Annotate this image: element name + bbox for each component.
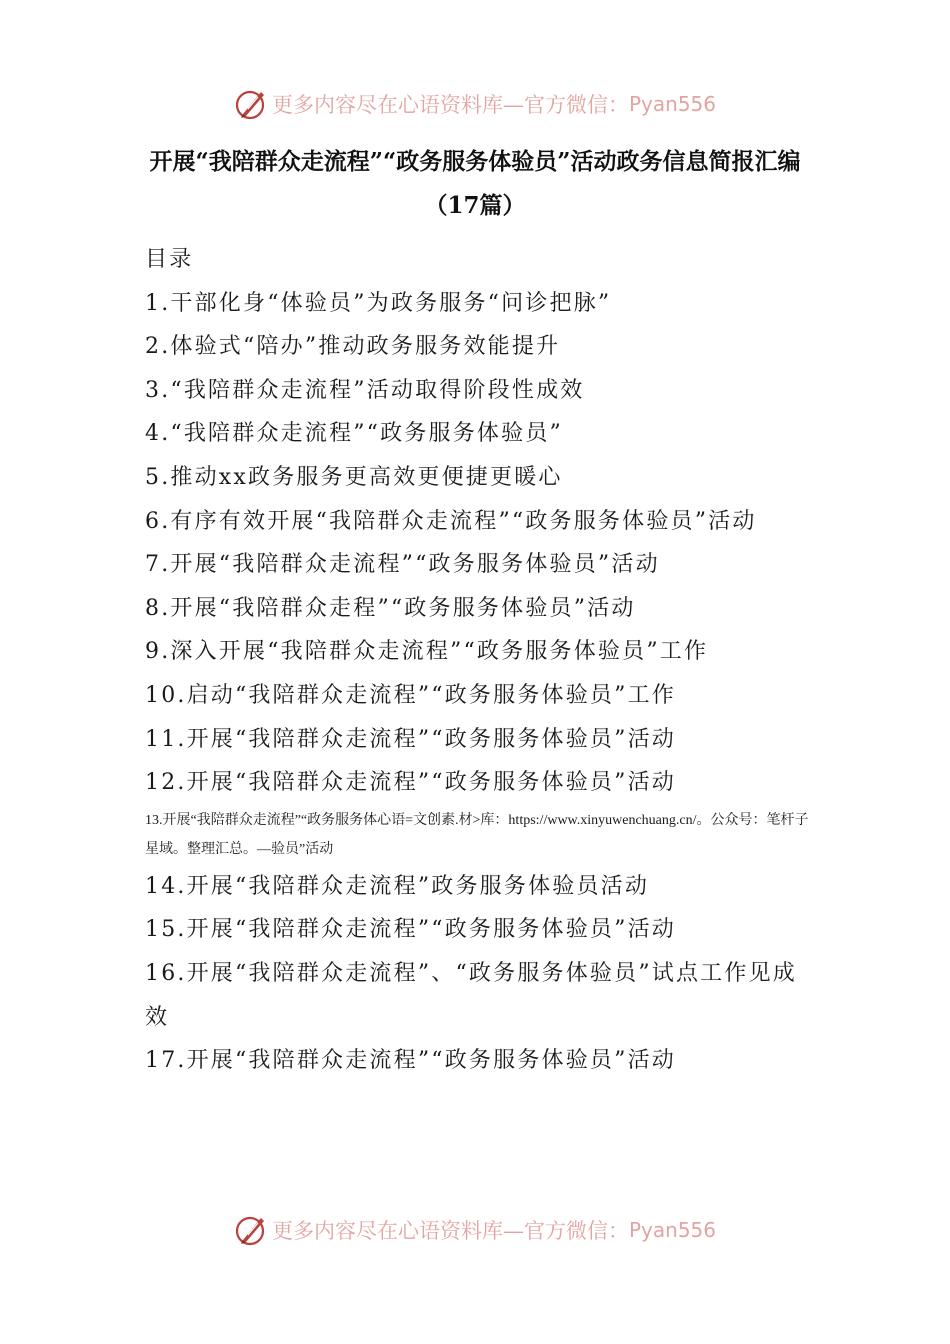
toc-item: 10.启动“我陪群众走流程”“政务服务体验员”工作	[145, 682, 676, 708]
toc-item: 6.有序有效开展“我陪群众走流程”“政务服务体验员”活动	[145, 508, 757, 534]
pen-quill-logo-icon	[234, 1213, 268, 1247]
toc-heading: 目录	[145, 247, 194, 272]
banner-text: 更多内容尽在心语资料库—官方微信：	[271, 93, 629, 117]
header-banner	[0, 82, 950, 126]
toc-item: 12.开展“我陪群众走流程”“政务服务体验员”活动	[145, 770, 676, 796]
toc-item: 4.“我陪群众走流程”“政务服务体验员”	[145, 421, 563, 447]
banner-wechat-id: Pyan556	[628, 1218, 716, 1242]
banner-text: 更多内容尽在心语资料库—官方微信：	[271, 1219, 629, 1243]
toc-item: 14.开展“我陪群众走流程”政务服务体验员活动	[145, 873, 650, 899]
toc-item: 15.开展“我陪群众走流程”“政务服务体验员”活动	[145, 917, 676, 943]
toc-item: 13.开展“我陪群众走流程”“政务服务体心语=文创素.材>库：https://www.xinyuwenchuang.cn/。公众号：笔杆子星域。整理汇总。—验员”活动	[145, 812, 809, 857]
toc-item: 1.干部化身“体验员”为政务服务“问诊把脉”	[145, 290, 612, 316]
pen-quill-logo-icon	[234, 87, 268, 121]
toc-item: 8.开展“我陪群众走程”“政务服务体验员”活动	[145, 595, 636, 621]
toc-item: 5.推动xx政务服务更高效更便捷更暖心	[145, 464, 563, 490]
toc-item: 3.“我陪群众走流程”活动取得阶段性成效	[145, 377, 585, 403]
toc-item: 2.体验式“陪办”推动政务服务效能提升	[145, 334, 561, 360]
banner-wechat-id: Pyan556	[628, 92, 716, 116]
toc-item: 11.开展“我陪群众走流程”“政务服务体验员”活动	[145, 726, 676, 752]
document-title: 开展“我陪群众走流程”“政务服务体验员”活动政务信息简报汇编（17篇）	[149, 148, 801, 219]
table-of-contents	[145, 238, 810, 1083]
toc-item: 9.深入开展“我陪群众走流程”“政务服务体验员”工作	[145, 639, 709, 665]
toc-item: 7.开展“我陪群众走流程”“政务服务体验员”活动	[145, 552, 660, 578]
toc-item: 16.开展“我陪群众走流程”、“政务服务体验员”试点工作见成效	[145, 960, 797, 1030]
footer-banner	[0, 1208, 950, 1252]
toc-item: 17.开展“我陪群众走流程”“政务服务体验员”活动	[145, 1048, 676, 1074]
